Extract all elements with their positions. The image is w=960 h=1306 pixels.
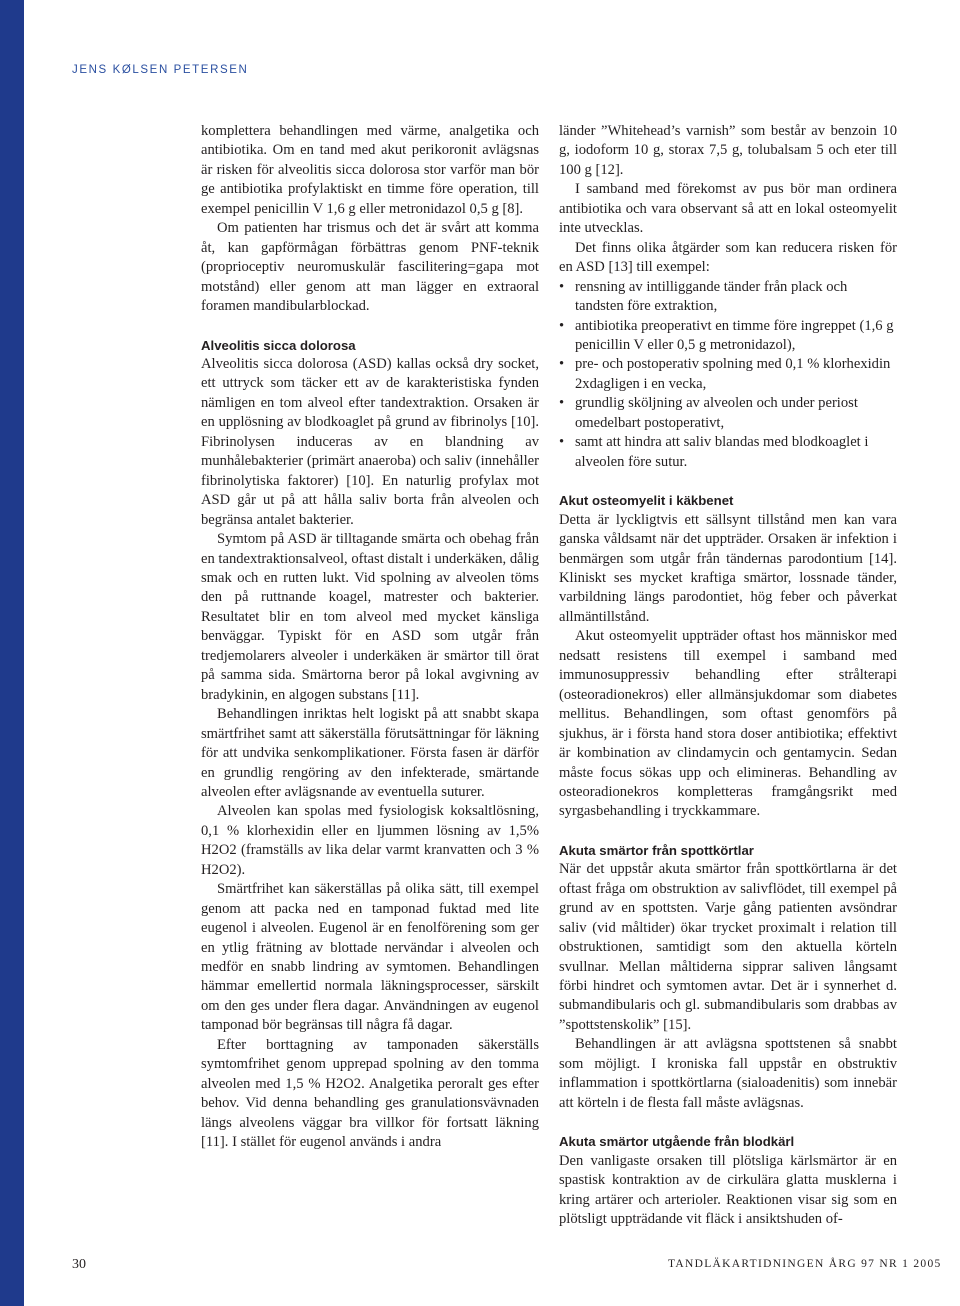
running-header-author: JENS KØLSEN PETERSEN [72,64,249,76]
left-color-bar [0,0,24,1306]
section-heading: Akuta smärtor utgående från blodkärl [559,1134,795,1150]
section-heading: Akut osteomyelit i käkbenet [559,493,734,509]
section-heading: Akuta smärtor från spottkörtlar [559,842,754,858]
body-paragraph: Behandlingen är att avlägsna spottstenen så snabbt som möjligt. I kroniska fall uppstår en obstruktiv inflammation i spottkörtlarna (sialoadenitis) som innebär att körteln i de flesta fall måste avlägsnas. [559,1036,897,1111]
body-paragraph: länder ”Whitehead’s varnish” som består av benzoin 10 g, iodoform 10 g, storax 7,5 g, tolubalsam 5 och eter till 100 g [12]. [559,123,897,178]
right-column [559,122,897,1229]
body-paragraph: Om patienten har trismus och det är svårt att komma åt, kan gapförmågan förbättras genom PNF-teknik (proprioceptiv neuromuskulär fascilitering=gapa mot motstånd) eller genom att man lägger en extraoral foramen mandibularblockad. [201,220,539,315]
journal-footer: TANDLÄKARTIDNINGEN ÅRG 97 NR 1 2005 [668,1258,942,1270]
body-paragraph: Den vanligaste orsaken till plötsliga kärlsmärtor är en spastisk kontraktion av de cirkulära glatta musklerna i kring artärer och arterioler. Reaktionen visar sig som en plötsligt uppträdande vit fläck i ansiktshuden of- [559,1152,897,1228]
list-item: • antibiotika preoperativt en timme före ingreppet (1,6 g penicillin V eller 0,5 g metronidazol), [559,317,897,356]
body-paragraph: Symtom på ASD är tilltagande smärta och obehag från en tandextraktionsalveol, oftast distalt i underkäken, dålig smak och en rutten lukt. Vid spolning av alveolen töms den på ruttnande koagel, matrester och bakterier. Resultatet blir en tom alveol med mycket känsliga benväggar. Typiskt för en ASD som utgår från tredjemolarers alveoler i underkäken är smärtor till örat på samma sida. Smärtorna beror på lokal avgivning av bradykinin, en algogen substans [11]. [201,531,539,703]
body-paragraph: Akut osteomyelit uppträder oftast hos människor med nedsatt resistens till exempel i samband med immunosuppressiv behandling efter strålterapi (osteoradionekros) eller allmänsjukdomar som diabetes mellitus. Behandlingen, som oftast genomförs på sjukhus, är i första hand stora doser antibiotika; effektivt är kombination av clindamycin och gentamycin. Sedan måste focus sökas upp och elimineras. Behandling av osteoradionekros kompletteras framgångsrikt med syrgasbehandling i tryckkammare. [559,628,897,820]
body-paragraph: Detta är lyckligtvis ett sällsynt tillstånd men kan vara ganska våldsamt när det uppträder. Orsaken är infektion i benmärgen som utgår från tändernas parodontium [14]. Kliniskt ses mycket kraftiga smärtor, lossnade tänder, varbildning längs parodontiet, hög feber och påverkat allmäntillstånd. [559,511,897,625]
body-paragraph: Det finns olika åtgärder som kan reducera risken för en ASD [13] till exempel: [559,239,897,276]
list-item: • grundlig sköljning av alveolen och under periost omedelbart postoperativt, [559,394,897,433]
list-item: • rensning av intilliggande tänder från plack och tandsten före extraktion, [559,278,897,317]
body-paragraph: Alveolen kan spolas med fysiologisk koksaltlösning, 0,1 % klorhexidin eller en ljummen lösning av 1,5% H2O2 (framställs av lika delar varmt kranvatten och 3 % H2O2). [201,803,539,878]
body-paragraph: Efter borttagning av tamponaden säkerställs symtomfrihet genom upprepad spolning av den tomma alveolen med 1,5 % H2O2. Analgetika peroralt ges efter behov. Vid denna behandling ges granulationsvävnaden längs alveolens väggar bra villkor för fortsatt läkning [11]. I stället för eugenol används i andra [201,1036,539,1151]
prevention-list [559,278,897,473]
body-paragraph: När det uppstår akuta smärtor från spottkörtlarna är det oftast fråga om obstruktion av salivflödet, till exempel på grund av en spottsten. Varje gång patienten avsöndrar saliv (vid måltider) ökar trycket proximalt i relation till obstruktionen, samtidigt som den aktuella körteln svullnar. Mellan måltiderna sipprar saliven långsamt förbi hindret och symtomen avtar. Det är i synnerhet d. submandibularis och gl. submandibularis som drabbas av ”spottstenskolik” [15]. [559,861,897,1033]
body-paragraph: I samband med förekomst av pus bör man ordinera antibiotika och vara observant så att en lokal osteomyelit inte utvecklas. [559,181,897,237]
body-paragraph: Behandlingen inriktas helt logiskt på att snabbt skapa smärtfrihet samt att säkerställa förutsättningar för läkning för att undvika senkomplikationer. Första fasen är därför en grundlig rengöring av den infekterade, smärtande alveolen efter avlägsnande av eventuella suturer. [201,706,539,800]
body-paragraph: Alveolitis sicca dolorosa (ASD) kallas också dry socket, ett uttryck som täcker ett av de karakteristiska fynden nämligen en tom alveol efter tandextraktion. Orsaken är en upplösning av blodkoaglet på grund av fibrinolys [10]. Fibrinolysen induceras av en blandning av munhålebakterier (primärt anaeroba) och saliv (innehåller fibrinolytiska faktorer) [10]. En naturlig profylax mot ASD går ut på att hålla saliv borta från alveolen och begränsa antalet bakterier. [201,355,539,528]
body-paragraph: komplettera behandlingen med värme, analgetika och antibiotika. Om en tand med akut perikoronit avlägsnas är risken för alveolitis sicca dolorosa stor varför man bör ge antibiotika profylaktiskt en timme före operation, till exempel penicillin V 1,6 g eller metronidazol 0,5 g [8]. [201,123,539,217]
list-item: • samt att hindra att saliv blandas med blodkoaglet i alveolen före sutur. [559,433,897,472]
list-item: • pre- och postoperativ spolning med 0,1 % klorhexidin 2xdagligen i en vecka, [559,355,897,394]
page-number: 30 [72,1257,86,1272]
left-column [201,122,539,1153]
body-paragraph: Smärtfrihet kan säkerställas på olika sätt, till exempel genom att packa ned en tamponad fuktad med lite eugenol i alveolen. Eugenol är en fenolförening som ger en ytlig frätning av blottade nervändar i alveolen och medför en snabb lindring av symtomen. Behandlingen hämmar emellertid normala läkningsprocesser, särskilt om den ges under flera dagar. Användningen av eugenol tamponad bör begränsas till några få dagar. [201,881,539,1034]
section-heading: Alveolitis sicca dolorosa [201,337,356,353]
